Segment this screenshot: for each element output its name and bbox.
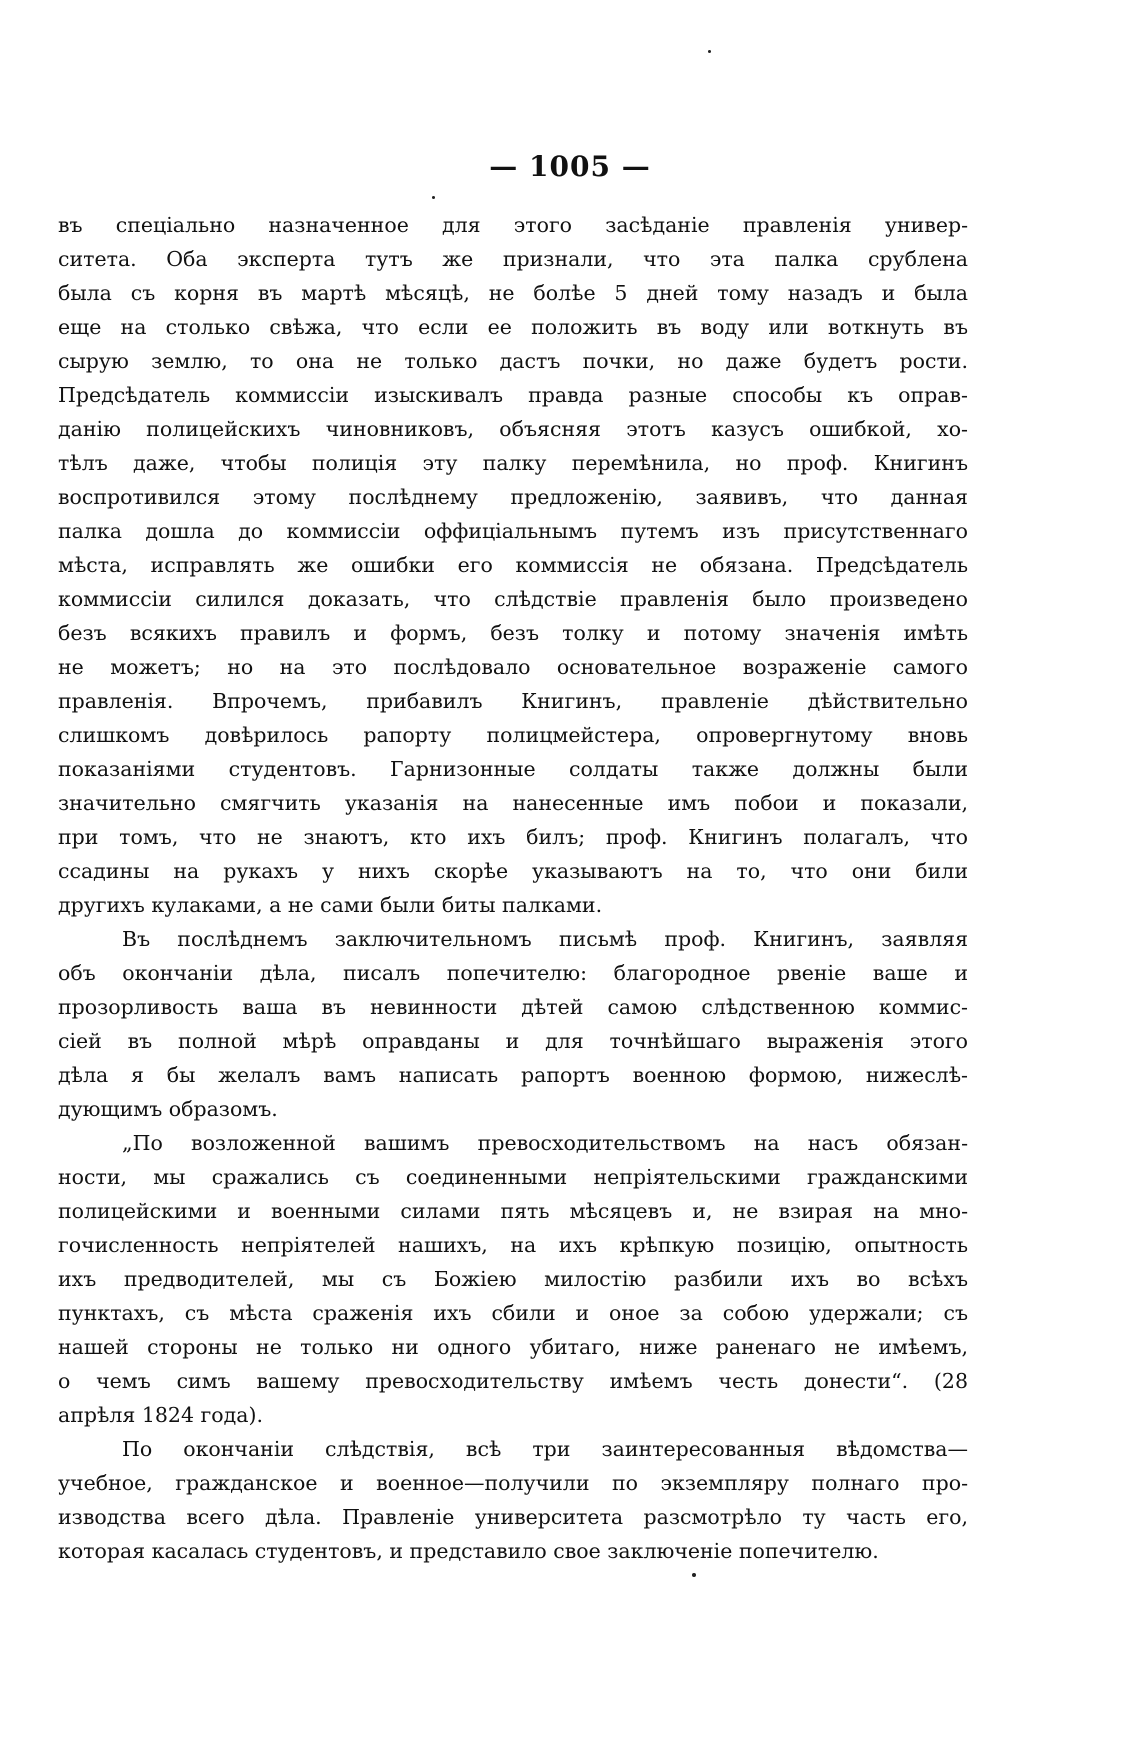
scan-speck [432,196,435,199]
text-line: значительно смягчить указанія на нанесенные имъ побои и показали, [58,791,968,815]
text-line: учебное, гражданское и военное—получили по экземпляру полнаго про- [58,1471,968,1495]
text-line: не можетъ; но на это послѣдовало основательное возраженіе самого [58,655,968,679]
text-line: другихъ кулаками, а не сами были биты палками. [58,893,603,917]
text-line: прозорливость ваша въ невинности дѣтей самою слѣдственною коммис- [58,995,968,1019]
text-line: объ окончаніи дѣла, писалъ попечителю: благородное рвеніе ваше и [58,961,968,985]
text-line: По окончаніи слѣдствія, всѣ три заинтересованныя вѣдомства— [122,1437,968,1461]
text-line: сіей въ полной мѣрѣ оправданы и для точнѣйшаго выраженія этого [58,1029,968,1053]
text-line: изводства всего дѣла. Правленіе университета разсмотрѣло ту часть его, [58,1505,968,1529]
text-line: апрѣля 1824 года). [58,1403,263,1427]
text-line: была съ корня въ мартѣ мѣсяцѣ, не болѣе 5 дней тому назадъ и была [58,281,968,305]
text-line: пунктахъ, съ мѣста сраженія ихъ сбили и оное за собою удержали; съ [58,1301,968,1325]
text-line: дующимъ образомъ. [58,1097,278,1121]
text-line: дѣла я бы желалъ вамъ написать рапортъ военною формою, нижеслѣ- [58,1063,968,1087]
scan-speck [692,1573,696,1577]
text-line: сырую землю, то она не только дастъ почки, но даже будетъ рости. [58,349,968,373]
scan-speck [708,50,711,53]
text-line: слишкомъ довѣрилось рапорту полицмейстера, опровергнутому вновь [58,723,968,747]
text-line: гочисленность непріятелей нашихъ, на ихъ крѣпкую позицію, опытность [58,1233,968,1257]
body-text [58,208,968,1568]
text-line: Предсѣдатель коммиссіи изыскивалъ правда разные способы къ оправ- [58,383,968,407]
text-line: которая касалась студентовъ, и представило свое заключеніе попечителю. [58,1539,879,1563]
text-line: ихъ предводителей, мы съ Божіею милостію разбили ихъ во всѣхъ [58,1267,968,1291]
text-line: Въ послѣднемъ заключительномъ письмѣ проф. Книгинъ, заявляя [122,927,968,951]
page-number: — 1005 — [489,150,651,183]
text-line: при томъ, что не знаютъ, кто ихъ билъ; проф. Книгинъ полагалъ, что [58,825,968,849]
text-line: правленія. Впрочемъ, прибавилъ Книгинъ, правленіе дѣйствительно [58,689,968,713]
text-line: въ спеціально назначенное для этого засѣданіе правленія универ- [58,213,968,237]
text-line: коммиссіи силился доказать, что слѣдствіе правленія было произведено [58,587,968,611]
text-line: воспротивился этому послѣднему предложенію, заявивъ, что данная [58,485,968,509]
text-line: еще на столько свѣжа, что если ее положить въ воду или воткнуть въ [58,315,968,339]
text-line: данію полицейскихъ чиновниковъ, объясняя этотъ казусъ ошибкой, хо- [58,417,968,441]
text-line: мѣста, исправлять же ошибки его коммиссія не обязана. Предсѣдатель [58,553,968,577]
text-line: безъ всякихъ правилъ и формъ, безъ толку и потому значенія имѣть [58,621,968,645]
text-line: ности, мы сражались съ соединенными непріятельскими гражданскими [58,1165,968,1189]
text-line: показаніями студентовъ. Гарнизонные солдаты также должны были [58,757,968,781]
text-line: нашей стороны не только ни одного убитаго, ниже раненаго не имѣемъ, [58,1335,968,1359]
text-line: тѣлъ даже, чтобы полиція эту палку перемѣнила, но проф. Книгинъ [58,451,968,475]
text-line: палка дошла до коммиссіи оффиціальнымъ путемъ изъ присутственнаго [58,519,968,543]
text-line: ситета. Оба эксперта тутъ же признали, что эта палка срублена [58,247,968,271]
text-line: полицейскими и военными силами пять мѣсяцевъ и, не взирая на мно- [58,1199,968,1223]
text-line: „По возложенной вашимъ превосходительствомъ на насъ обязан- [122,1131,968,1155]
text-line: ссадины на рукахъ у нихъ скорѣе указываютъ на то, что они били [58,859,968,883]
text-line: о чемъ симъ вашему превосходительству имѣемъ честь донести“. (28 [58,1369,968,1393]
